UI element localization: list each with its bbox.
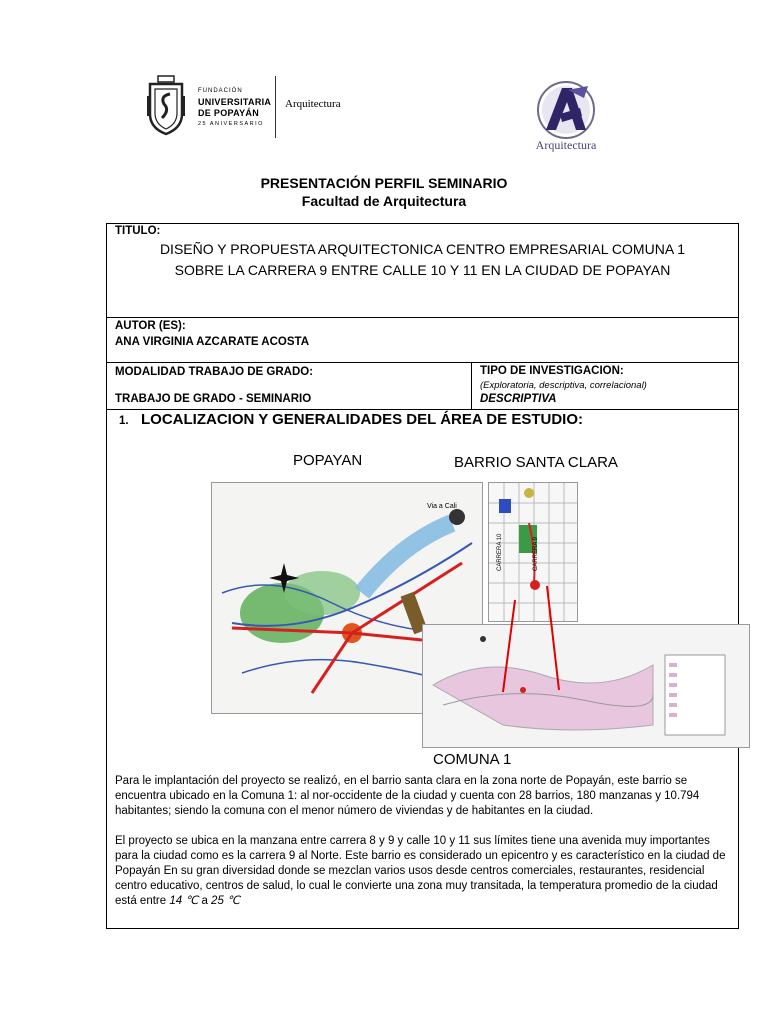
temperature-high: 25 ℃ <box>211 895 240 907</box>
paragraph-location: Para le implantación del proyecto se realizó, en el barrio santa clara en la zona norte de Popayán, este barrio se encuentra ubicado en la Comuna 1: al nor-occidente de la ciudad y cuenta con 28 barrios, 180 manzanas y 10.794 habitantes; siendo la comuna con el menor número de viviendas y de habitantes en la ciudad. <box>115 775 700 817</box>
modalidad-label: MODALIDAD TRABAJO DE GRADO: <box>115 366 314 378</box>
section-number: 1. <box>119 415 129 427</box>
section-heading: LOCALIZACION Y GENERALIDADES DEL ÁREA DE ESTUDIO: <box>141 411 583 428</box>
map-caption-barrio: BARRIO SANTA CLARA <box>454 454 618 471</box>
university-name-line3: DE POPAYÁN <box>198 108 260 118</box>
university-logo <box>132 74 352 144</box>
architecture-logo <box>524 78 608 154</box>
paragraph-project <box>115 834 733 909</box>
university-anniversary: 25 ANIVERSARIO <box>198 121 264 127</box>
tipo-hint: (Exploratoria, descriptiva, correlacional) <box>480 380 647 391</box>
tipo-investigacion-cell <box>471 362 739 410</box>
temperature-low: 14 ℃ <box>169 895 199 907</box>
autor-value: ANA VIRGINIA AZCARATE ACOSTA <box>115 336 310 348</box>
architecture-emblem-icon <box>524 78 608 140</box>
map-label-carrera10: CARRERA 10 <box>497 533 503 571</box>
paragraph-project-text: El proyecto se ubica en la manzana entre carrera 8 y 9 y calle 10 y 11 sus límites tiene una avenida muy importantes para la ciudad como es la carrera 9 al Norte. Este barrio es considerado un epicentro y es característico en la ciudad de Popayán En su gran diversidad donde se mezclan varios usos desde centros comerciales, restaurantes, residencial centro educativo, centros de salud, lo cual le convierte una zona muy transitada, la temperatura promedio de la ciudad está entre <box>115 835 726 907</box>
faculty-label: Arquitectura <box>285 98 341 110</box>
map-caption-popayan: POPAYAN <box>293 452 363 469</box>
temperature-connector: a <box>198 895 212 907</box>
university-name-line2: UNIVERSITARIA <box>198 97 272 107</box>
logo-divider <box>275 76 276 138</box>
map-label-via-cali: Via a Cali <box>427 503 457 510</box>
university-seal-icon <box>146 74 186 136</box>
map-label-carrera9: CARRERA 9 <box>533 536 539 571</box>
document-title: PRESENTACIÓN PERFIL SEMINARIO <box>260 175 508 191</box>
titulo-cell <box>106 223 739 318</box>
titulo-line2: SOBRE LA CARRERA 9 ENTRE CALLE 10 Y 11 EN LA CIUDAD DE POPAYAN <box>174 262 671 278</box>
titulo-label: TITULO: <box>115 225 161 237</box>
autor-label: AUTOR (ES): <box>115 320 186 332</box>
titulo-line1: DISEÑO Y PROPUESTA ARQUITECTONICA CENTRO EMPRESARIAL COMUNA 1 <box>159 241 686 257</box>
modalidad-value: TRABAJO DE GRADO - SEMINARIO <box>115 393 312 405</box>
document-subtitle: Facultad de Arquitectura <box>301 193 467 209</box>
section-cell <box>106 409 739 929</box>
map-connector-lines <box>107 410 740 750</box>
modalidad-cell <box>106 362 472 410</box>
tipo-label: TIPO DE INVESTIGACION: <box>480 365 624 377</box>
tipo-value: DESCRIPTIVA <box>480 393 557 405</box>
autor-cell <box>106 317 739 363</box>
university-name-line1: FUNDACIÓN <box>198 88 243 94</box>
map-caption-comuna: COMUNA 1 <box>433 751 512 768</box>
architecture-logo-caption: Arquitectura <box>535 138 597 152</box>
